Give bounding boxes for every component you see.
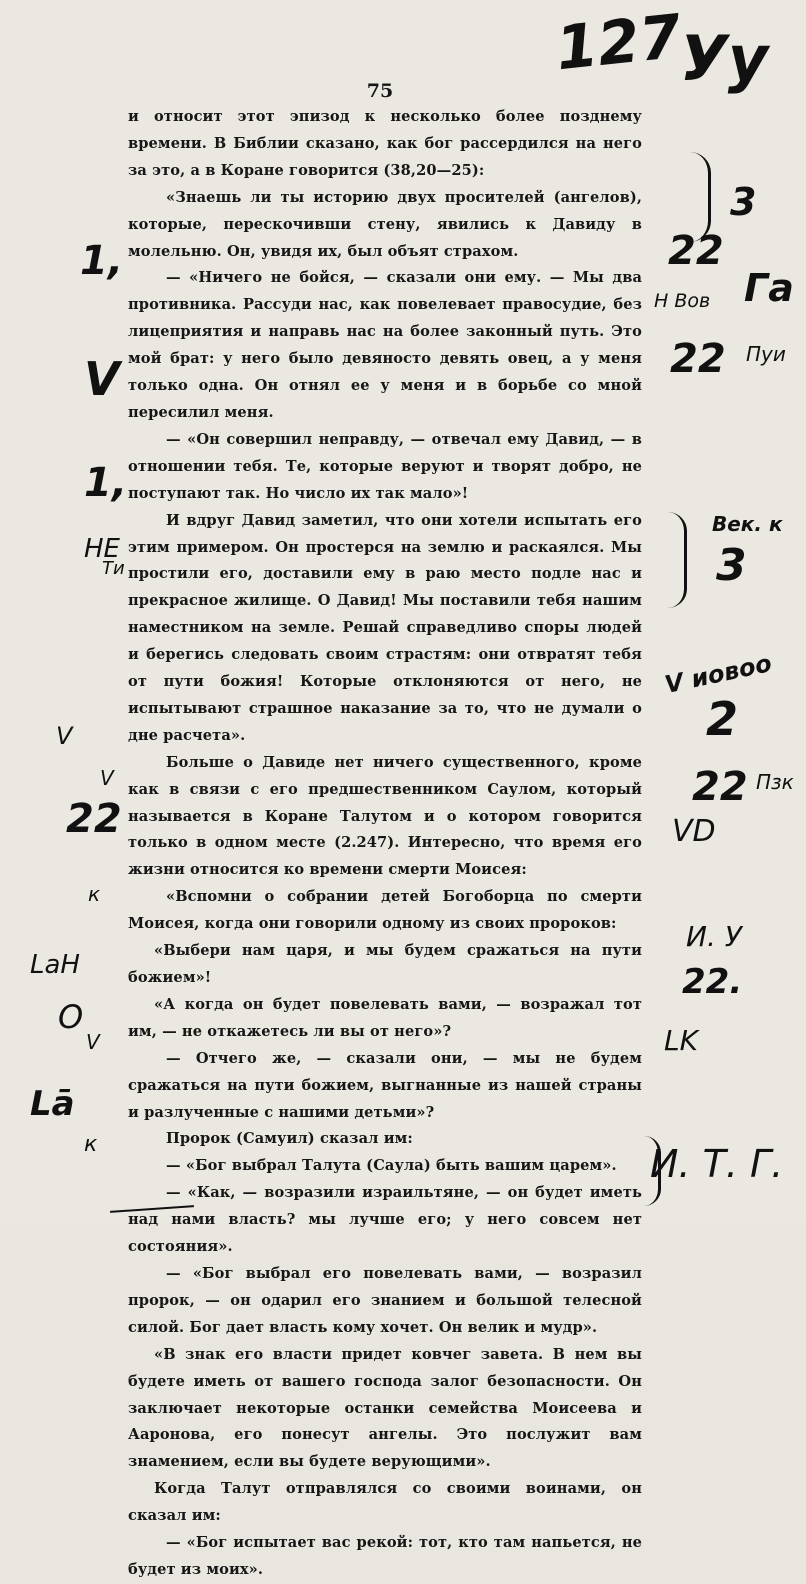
margin-note-left-ti: Ти xyxy=(102,558,125,579)
margin-bracket-2 xyxy=(668,512,687,608)
margin-note-left-o: О xyxy=(58,998,84,1036)
margin-bracket-1 xyxy=(690,152,711,242)
margin-note-left-1a: 1, xyxy=(80,238,124,284)
margin-note-left-22: 22 xyxy=(66,796,122,842)
body-paragraph: «Вспомни о собрании детей Богоборца по смерти Моисея, когда они говорили одному из своих пророков: xyxy=(128,888,642,933)
body-paragraph: Пророк (Самуил) сказал им: xyxy=(166,1130,413,1148)
margin-note-left-vc: V xyxy=(100,766,114,790)
margin-note-left-ne: НЕ xyxy=(84,534,120,564)
body-paragraph: «Выбери нам царя, и мы будем сражаться на пути божием»! xyxy=(128,942,642,986)
margin-note-top-right: Уу xyxy=(680,22,769,95)
margin-note-22b: 22 xyxy=(670,336,726,382)
margin-note-iu: И. У xyxy=(686,920,742,953)
body-paragraph: — «Как, — возразили израильтяне, — он будет иметь над нами власть? мы лучше его; у него совсем нет состояния». xyxy=(128,1184,642,1256)
margin-note-22c: 22 xyxy=(692,764,748,810)
body-paragraph: — «Ничего не бойся, — сказали они ему. — Мы два противника. Рассуди нас, как повелевает правосудие, без лицеприятия и направь нас на более законный путь. Это мой брат: у него было девяносто девять овец, а у меня только одна. Он отнял ее у меня и в борьбе со мной пересилил меня. xyxy=(128,269,642,421)
body-paragraph: «А когда он будет повелевать вами, — возражал тот им, — не откажетесь ли вы от него»? xyxy=(128,995,642,1040)
margin-note-2: 2 xyxy=(706,692,739,746)
margin-note-vek: Век. к xyxy=(712,512,783,536)
body-paragraph: «Знаешь ли ты историю двух просителей (ангелов), которые, перескочивши стену, явились к Давиду в молельню. Он, увидя их, был объят страхом. xyxy=(128,188,642,260)
body-paragraph: Больше о Давиде нет ничего существенного, кроме как в связи с его предшественником Саулом, который называется в Коране Талутом и о котором говорится только в одном месте (2.247). Интересно, что время его жизни относится ко времени смерти Моисея: xyxy=(128,753,642,879)
body-paragraph: «В знак его власти придет ковчег завета. В нем вы будете иметь от вашего господа залог безопасности. Он заключает некоторые останки семейства Моисеева и Ааронова, его понесут ангелы. Это послужит вам знамением, если вы будете верующими». xyxy=(128,1345,642,1471)
body-paragraph: — «Бог испытает вас рекой: тот, кто там напьется, не будет из моих». xyxy=(128,1534,642,1578)
margin-note-top-number: 127 xyxy=(552,1,685,85)
body-paragraph: и относит этот эпизод к несколько более позднему времени. В Библии сказано, как бог рассердился на него за это, а в Коране говорится (38,20—25): xyxy=(128,108,642,179)
body-paragraph: — Отчего же, — сказали они, — мы не будем сражаться на пути божием, выгнанные из нашей страны и разлученные с нашими детьми»? xyxy=(128,1049,642,1121)
margin-note-itg: И. Т. Г. xyxy=(650,1142,784,1186)
margin-note-left-k1: к xyxy=(88,882,101,906)
body-paragraph: Когда Талут отправлялся со своими воинами, он сказал им: xyxy=(128,1480,642,1525)
margin-note-3b: 3 xyxy=(716,540,747,591)
margin-note-22a: 22 xyxy=(668,228,724,274)
margin-note-ga: Га xyxy=(744,266,794,310)
margin-note-pzk: Пзк xyxy=(756,770,794,794)
margin-note-vd: VD xyxy=(672,814,716,849)
body-paragraph: И вдруг Давид заметил, что они хотели испытать его этим примером. Он простерся на землю и раскаялся. Мы простили его, доставили ему в раю место подле нас и прекрасное жилище. О Давид! Мы поставили тебя нашим наместником на земле. Решай справедливо споры людей и берегись следовать своим страстям: они отвратят тебя от пути божия! Которые отклоняются от него, не испытывают страшное наказание за то, что не думали о дне расчета». xyxy=(128,511,642,744)
body-text xyxy=(128,104,642,1584)
margin-note-lk: LK xyxy=(664,1024,698,1057)
page-number: 75 xyxy=(366,80,394,102)
margin-note-nvov: Н Вов xyxy=(654,290,711,312)
margin-note-viovoo: V иовоо xyxy=(662,649,775,699)
margin-note-22d: 22. xyxy=(682,962,743,1002)
margin-note-left-va: V xyxy=(84,352,120,406)
body-paragraph: — «Бог выбрал Талута (Саула) быть вашим царем». xyxy=(166,1157,617,1175)
margin-note-left-vb: V xyxy=(56,722,73,750)
margin-note-left-vd: V xyxy=(86,1030,100,1054)
margin-bracket-3 xyxy=(644,1136,661,1206)
margin-note-pui: Пуи xyxy=(746,342,786,366)
body-paragraph: — «Он совершил неправду, — отвечал ему Давид, — в отношении тебя. Те, которые веруют и творят добро, не поступают так. Но число их так мало»! xyxy=(128,430,642,502)
margin-note-3a: 3 xyxy=(730,180,757,224)
margin-note-left-k2: к xyxy=(84,1132,98,1157)
margin-note-left-lan: LаН xyxy=(30,950,80,980)
margin-note-left-la: Lā xyxy=(30,1084,75,1124)
margin-note-left-1b: 1, xyxy=(84,460,128,506)
body-paragraph: — «Бог выбрал его повелевать вами, — возразил пророк, — он одарил его знанием и большой телесной силой. Бог дает власть кому хочет. Он велик и мудр». xyxy=(128,1264,642,1336)
